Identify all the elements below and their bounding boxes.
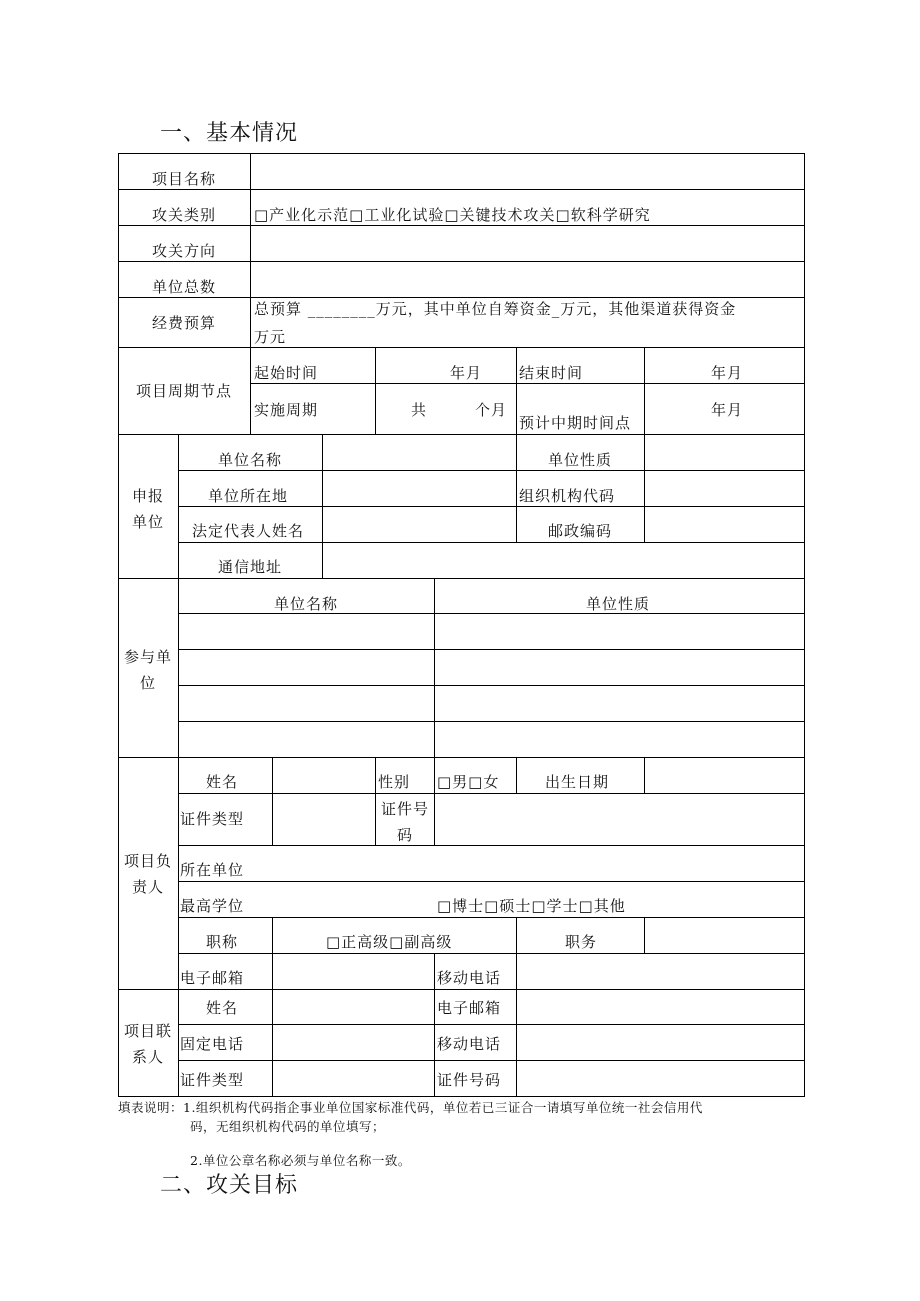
label-gender: 性别 — [378, 773, 411, 791]
label-direction: 攻关方向 — [152, 242, 217, 260]
note-1-line-1: 填表说明：1.组织机构代码指企事业单位国家标准代码，单位若已三证合一请填写单位统一社会信用代 — [118, 1100, 703, 1115]
label-contact-email: 电子邮箱 — [437, 999, 502, 1017]
col-participant-name: 单位名称 — [274, 595, 339, 613]
label-midterm: 预计中期时间点 — [519, 414, 632, 432]
label-applicant-1: 申报 — [132, 487, 165, 505]
label-participants-2: 位 — [140, 674, 157, 692]
label-impl-period: 实施周期 — [254, 401, 319, 419]
label-project-name: 项目名称 — [152, 170, 217, 188]
start-time-unit: 年月 — [450, 364, 483, 382]
label-leader-2: 责人 — [132, 878, 165, 896]
label-leader-1: 项目负 — [124, 852, 173, 870]
label-org-code: 组织机构代码 — [519, 487, 616, 505]
note-1-line-2: 码，无组织机构代码的单位填写； — [190, 1119, 386, 1134]
label-leader-mobile: 移动电话 — [437, 969, 502, 987]
label-start-time: 起始时间 — [254, 364, 319, 382]
label-unit-count: 单位总数 — [152, 278, 217, 296]
label-contact-mobile: 移动电话 — [437, 1035, 502, 1053]
label-id-no-2: 码 — [397, 826, 414, 844]
label-contact-name: 姓名 — [206, 999, 239, 1017]
note-2: 2.单位公章名称必须与单位名称一致。 — [190, 1153, 411, 1168]
label-leader-email: 电子邮箱 — [180, 969, 245, 987]
section-heading-targets: 二、攻关目标 — [160, 1173, 299, 1198]
label-legal-rep: 法定代表人姓名 — [192, 522, 305, 540]
label-unit-nature: 单位性质 — [548, 451, 613, 469]
label-degree: 最高学位 — [180, 897, 245, 915]
label-budget: 经费预算 — [152, 314, 217, 332]
section-heading-basic-info: 一、基本情况 — [160, 121, 299, 146]
label-category: 攻关类别 — [152, 206, 217, 224]
label-address: 通信地址 — [218, 558, 283, 576]
midterm-unit: 年月 — [711, 401, 744, 419]
impl-period-gong: 共 — [411, 401, 428, 419]
label-contact-2: 系人 — [132, 1048, 165, 1066]
col-participant-nature: 单位性质 — [586, 595, 651, 613]
label-unit-name: 单位名称 — [218, 451, 283, 469]
label-position: 职务 — [565, 933, 598, 951]
label-participants-1: 参与单 — [124, 648, 173, 666]
label-contact-id-type: 证件类型 — [180, 1071, 245, 1089]
end-time-unit: 年月 — [711, 364, 744, 382]
category-options[interactable]: □产业化示范□工业化试验□关键技术攻关□软科学研究 — [254, 206, 651, 224]
label-applicant-2: 单位 — [132, 513, 165, 531]
label-contact-phone: 固定电话 — [180, 1035, 245, 1053]
title-options[interactable]: □正高级□副高级 — [326, 933, 453, 951]
label-leader-unit: 所在单位 — [180, 861, 245, 879]
label-contact-id-no: 证件号码 — [437, 1071, 502, 1089]
gender-options[interactable]: □男□女 — [437, 773, 500, 791]
label-contact-1: 项目联 — [124, 1022, 173, 1040]
label-leader-name: 姓名 — [206, 773, 239, 791]
label-end-time: 结束时间 — [519, 364, 584, 382]
label-postcode: 邮政编码 — [548, 522, 613, 540]
impl-period-month: 个月 — [475, 401, 508, 419]
budget-line-1: 总预算 ________万元，其中单位自筹资金_万元，其他渠道获得资金 — [254, 300, 737, 318]
label-project-cycle: 项目周期节点 — [136, 382, 233, 400]
label-unit-location: 单位所在地 — [208, 487, 289, 505]
label-id-type: 证件类型 — [180, 810, 245, 828]
label-title: 职称 — [206, 933, 239, 951]
label-id-no-1: 证件号 — [381, 800, 430, 818]
budget-line-2: 万元 — [254, 328, 287, 346]
label-birth-date: 出生日期 — [545, 773, 610, 791]
degree-options[interactable]: □博士□硕士□学士□其他 — [437, 897, 626, 915]
